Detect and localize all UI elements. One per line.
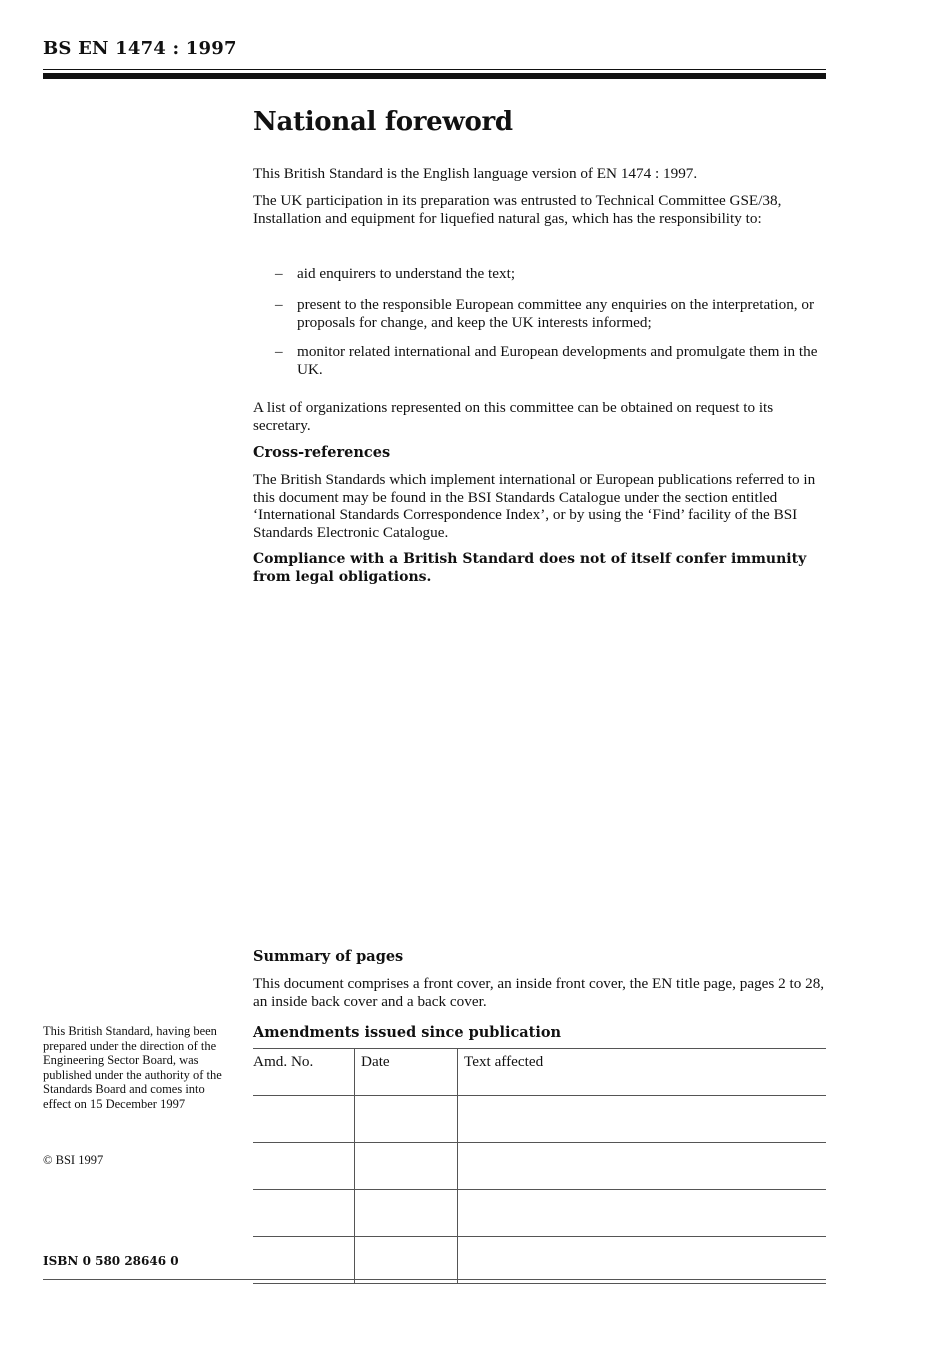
- table-cell: [355, 1143, 458, 1190]
- document-id-header: BS EN 1474 : 1997: [43, 38, 237, 59]
- table-row: [253, 1096, 826, 1143]
- page-title: National foreword: [253, 107, 513, 137]
- list-item-text: present to the responsible European committee any enquiries on the interpretation, or proposals for change, and keep the UK interests informed;: [297, 296, 815, 331]
- table-cell: [458, 1237, 827, 1284]
- list-item: [253, 296, 828, 331]
- publication-note: This British Standard, having been prepared under the direction of the Engineering Sector Board, was published under the authority of the Standards Board and comes into effect on 15 December 1997: [43, 1024, 222, 1111]
- table-header-row: [253, 1049, 826, 1096]
- table-cell: [253, 1096, 355, 1143]
- responsibility-list: [253, 343, 828, 378]
- list-item-text: aid enquirers to understand the text;: [297, 265, 516, 282]
- table-cell: [253, 1237, 355, 1284]
- intro-paragraph: This British Standard is the English language version of EN 1474 : 1997.: [253, 165, 698, 182]
- table-cell: [355, 1096, 458, 1143]
- table-cell: [458, 1190, 827, 1237]
- dash-marker: –: [275, 296, 283, 313]
- list-item: [253, 265, 828, 283]
- summary-text: This document comprises a front cover, an inside front cover, the EN title page, pages 2 to 28, an inside back cover and a back cover.: [253, 975, 825, 1010]
- responsibility-list: [253, 296, 828, 331]
- cross-references-heading: Cross-references: [253, 444, 391, 461]
- header-rule-thin: [43, 69, 826, 70]
- copyright-notice: © BSI 1997: [43, 1153, 104, 1167]
- dash-marker: –: [275, 265, 283, 282]
- column-header-text-affected: Text affected: [458, 1049, 827, 1096]
- table-row: [253, 1190, 826, 1237]
- list-item-text: monitor related international and European developments and promulgate them in the UK.: [297, 343, 818, 378]
- footer-rule: [43, 1279, 826, 1280]
- dash-marker: –: [275, 343, 283, 360]
- amendments-heading: Amendments issued since publication: [253, 1024, 562, 1041]
- table-cell: [253, 1143, 355, 1190]
- responsibility-list: [253, 265, 828, 283]
- table-cell: [458, 1143, 827, 1190]
- isbn-number: ISBN 0 580 28646 0: [43, 1254, 179, 1268]
- table-cell: [458, 1096, 827, 1143]
- list-item: [253, 343, 828, 378]
- column-header-amd-no: Amd. No.: [253, 1049, 355, 1096]
- table-row: [253, 1143, 826, 1190]
- cross-references-text: The British Standards which implement international or European publications referred to in this document may be found in the BSI Standards Catalogue under the section entitled ‘International Standards Correspondence Index’, or by using the ‘Find’ facility of the BSI Standards Electronic Catalogue.: [253, 471, 816, 541]
- participation-paragraph: The UK participation in its preparation was entrusted to Technical Committee GSE/38, Installation and equipment for liquefied natural gas, which has the responsibility to:: [253, 192, 782, 227]
- compliance-statement: Compliance with a British Standard does not of itself confer immunity from legal obligations.: [253, 551, 807, 585]
- amendments-table: [253, 1048, 826, 1284]
- column-header-date: Date: [355, 1049, 458, 1096]
- table-cell: [355, 1237, 458, 1284]
- header-rule-thick: [43, 73, 826, 79]
- table-cell: [253, 1190, 355, 1237]
- organizations-paragraph: A list of organizations represented on this committee can be obtained on request to its secretary.: [253, 399, 774, 434]
- table-cell: [355, 1190, 458, 1237]
- summary-heading: Summary of pages: [253, 948, 404, 965]
- table-row: [253, 1237, 826, 1284]
